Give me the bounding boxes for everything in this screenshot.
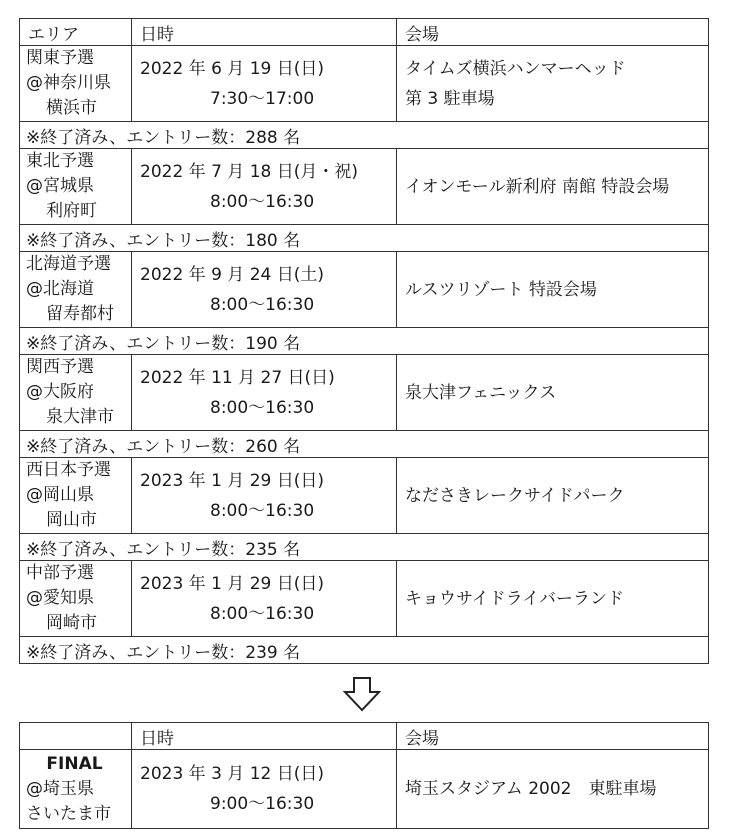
event-date: 2022 年 6 月 19 日(日) xyxy=(140,58,324,79)
final-header-area xyxy=(20,723,132,750)
entry-note: ※終了済み、エントリー数：239 名 xyxy=(20,637,709,664)
area-cell xyxy=(20,252,132,328)
entry-note-row xyxy=(20,225,709,252)
area-prefecture: @岡山県 xyxy=(26,485,94,505)
venue-cell xyxy=(397,458,709,534)
entry-note-row xyxy=(20,431,709,458)
entry-note-row xyxy=(20,534,709,561)
area-prefecture: @神奈川県 xyxy=(26,73,111,93)
venue-cell xyxy=(397,355,709,431)
datetime-cell xyxy=(132,149,397,225)
entry-note: ※終了済み、エントリー数：190 名 xyxy=(20,328,709,355)
header-area: エリア xyxy=(20,19,132,46)
event-time: 8:00〜16:30 xyxy=(210,603,315,624)
event-time: 8:00〜16:30 xyxy=(210,191,315,212)
venue-line: キョウサイドライバーランド xyxy=(405,588,624,609)
entry-note-row xyxy=(20,328,709,355)
event-date: 2023 年 1 月 29 日(日) xyxy=(140,573,324,594)
venue-line: 第 3 駐車場 xyxy=(405,88,495,109)
entry-note: ※終了済み、エントリー数：260 名 xyxy=(20,431,709,458)
event-date: 2022 年 9 月 24 日(土) xyxy=(140,264,324,285)
area-city: 岡山市 xyxy=(46,510,97,530)
final-city: さいたま市 xyxy=(26,803,111,824)
event-time: 8:00〜16:30 xyxy=(210,397,315,418)
final-table xyxy=(19,722,709,829)
venue-line: イオンモール新利府 南館 特設会場 xyxy=(405,176,670,197)
datetime-cell xyxy=(132,355,397,431)
event-time: 7:30〜17:00 xyxy=(210,88,315,109)
venue-line: なださきレークサイドパーク xyxy=(405,485,625,506)
final-area-cell xyxy=(20,750,132,829)
area-cell xyxy=(20,149,132,225)
area-prefecture: @大阪府 xyxy=(26,382,94,402)
area-prefecture: @宮城県 xyxy=(26,176,94,196)
entry-note-row xyxy=(20,637,709,664)
final-time: 9:00〜16:30 xyxy=(210,794,315,814)
entry-note: ※終了済み、エントリー数：235 名 xyxy=(20,534,709,561)
area-city: 岡崎市 xyxy=(46,613,97,633)
area-cell xyxy=(20,458,132,534)
final-pref: @埼玉県 xyxy=(26,778,94,799)
table-header-row xyxy=(20,19,709,46)
area-cell xyxy=(20,46,132,122)
schedule-table xyxy=(19,18,709,664)
area-cell xyxy=(20,355,132,431)
event-date: 2023 年 1 月 29 日(日) xyxy=(140,470,324,491)
header-venue: 会場 xyxy=(397,19,709,46)
datetime-cell xyxy=(132,46,397,122)
entry-note: ※終了済み、エントリー数：288 名 xyxy=(20,122,709,149)
area-prefecture: @北海道 xyxy=(26,279,94,299)
qualifier-row xyxy=(20,46,709,122)
arrow-down-icon xyxy=(343,676,381,712)
entry-note: ※終了済み、エントリー数：180 名 xyxy=(20,225,709,252)
area-city: 泉大津市 xyxy=(46,407,114,427)
venue-cell xyxy=(397,149,709,225)
area-name: 北海道予選 xyxy=(26,254,111,274)
area-name: 西日本予選 xyxy=(26,460,111,480)
area-city: 留寿都村 xyxy=(46,304,114,324)
qualifier-row xyxy=(20,458,709,534)
venue-line: 泉大津フェニックス xyxy=(405,382,557,403)
event-time: 8:00〜16:30 xyxy=(210,294,315,315)
qualifier-row xyxy=(20,149,709,225)
area-city: 横浜市 xyxy=(46,98,97,118)
event-date: 2022 年 11 月 27 日(日) xyxy=(140,367,335,388)
final-row xyxy=(20,750,709,829)
final-date: 2023 年 3 月 12 日(日) xyxy=(140,764,324,784)
final-title: FINAL xyxy=(46,753,103,774)
final-header-row xyxy=(20,723,709,750)
header-datetime: 日時 xyxy=(132,19,397,46)
datetime-cell xyxy=(132,252,397,328)
qualifier-row xyxy=(20,355,709,431)
venue-cell xyxy=(397,252,709,328)
venue-cell xyxy=(397,561,709,637)
final-datetime-cell xyxy=(132,750,397,829)
area-prefecture: @愛知県 xyxy=(26,588,94,608)
final-header-datetime: 日時 xyxy=(132,723,397,750)
venue-line: タイムズ横浜ハンマーヘッド xyxy=(405,58,626,79)
datetime-cell xyxy=(132,458,397,534)
final-header-venue: 会場 xyxy=(397,723,709,750)
area-city: 利府町 xyxy=(46,201,97,221)
entry-note-row xyxy=(20,122,709,149)
final-venue: 埼玉スタジアム 2002 東駐車場 xyxy=(397,750,709,829)
area-name: 東北予選 xyxy=(26,151,94,171)
venue-cell xyxy=(397,46,709,122)
area-name: 関東予選 xyxy=(26,48,94,68)
venue-line: ルスツリゾート 特設会場 xyxy=(405,279,597,300)
area-name: 関西予選 xyxy=(26,357,94,377)
event-date: 2022 年 7 月 18 日(月・祝) xyxy=(140,161,358,182)
event-time: 8:00〜16:30 xyxy=(210,500,315,521)
datetime-cell xyxy=(132,561,397,637)
qualifier-row xyxy=(20,561,709,637)
area-cell xyxy=(20,561,132,637)
area-name: 中部予選 xyxy=(26,563,94,583)
qualifier-row xyxy=(20,252,709,328)
